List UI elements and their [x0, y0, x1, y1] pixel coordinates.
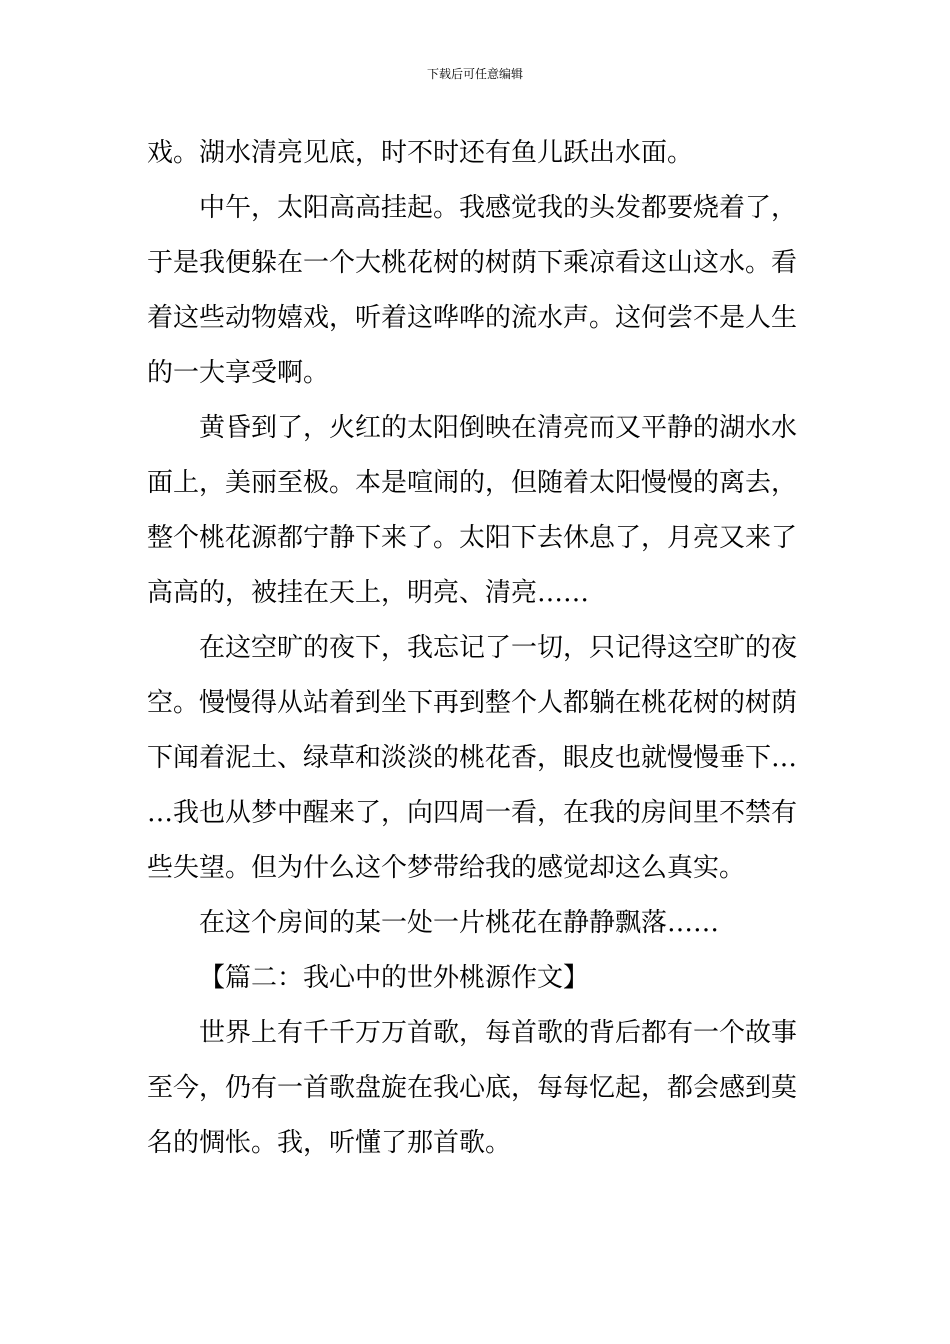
text-line: 些失望。但为什么这个梦带给我的感觉却这么真实。: [147, 853, 746, 883]
page-header: 下载后可任意编辑: [426, 67, 523, 81]
text-line: 在这个房间的某一处一片桃花在静静飘落……: [199, 908, 720, 938]
body-text: [147, 134, 815, 1179]
text-line: …我也从梦中醒来了，向四周一看，在我的房间里不禁有: [147, 798, 798, 828]
text-line: 至今，仍有一首歌盘旋在我心底，每每忆起，都会感到莫: [147, 1073, 798, 1103]
text-line: 黄昏到了，火红的太阳倒映在清亮而又平静的湖水水: [199, 413, 798, 443]
text-line: 的一大享受啊。: [147, 358, 330, 388]
text-line: 【篇二：我心中的世外桃源作文】: [199, 963, 590, 993]
text-line: 空。慢慢得从站着到坐下再到整个人都躺在桃花树的树荫: [147, 688, 798, 718]
text-line: 高高的，被挂在天上，明亮、清亮……: [147, 578, 590, 608]
text-line: 在这空旷的夜下，我忘记了一切，只记得这空旷的夜: [199, 633, 798, 663]
text-line: 世界上有千千万万首歌，每首歌的背后都有一个故事: [199, 1018, 798, 1048]
text-line: 戏。湖水清亮见底，时不时还有鱼儿跃出水面。: [147, 138, 694, 168]
text-line: 中午，太阳高高挂起。我感觉我的头发都要烧着了，: [199, 193, 798, 223]
text-line: 名的惆怅。我，听懂了那首歌。: [147, 1128, 512, 1158]
text-line: 下闻着泥土、绿草和淡淡的桃花香，眼皮也就慢慢垂下…: [147, 743, 798, 773]
text-line: 于是我便躲在一个大桃花树的树荫下乘凉看这山这水。看: [147, 248, 798, 278]
text-line: 整个桃花源都宁静下来了。太阳下去休息了，月亮又来了: [147, 523, 798, 553]
text-line: 面上，美丽至极。本是喧闹的，但随着太阳慢慢的离去，: [147, 468, 798, 498]
text-line: 着这些动物嬉戏，听着这哗哗的流水声。这何尝不是人生: [147, 303, 798, 333]
